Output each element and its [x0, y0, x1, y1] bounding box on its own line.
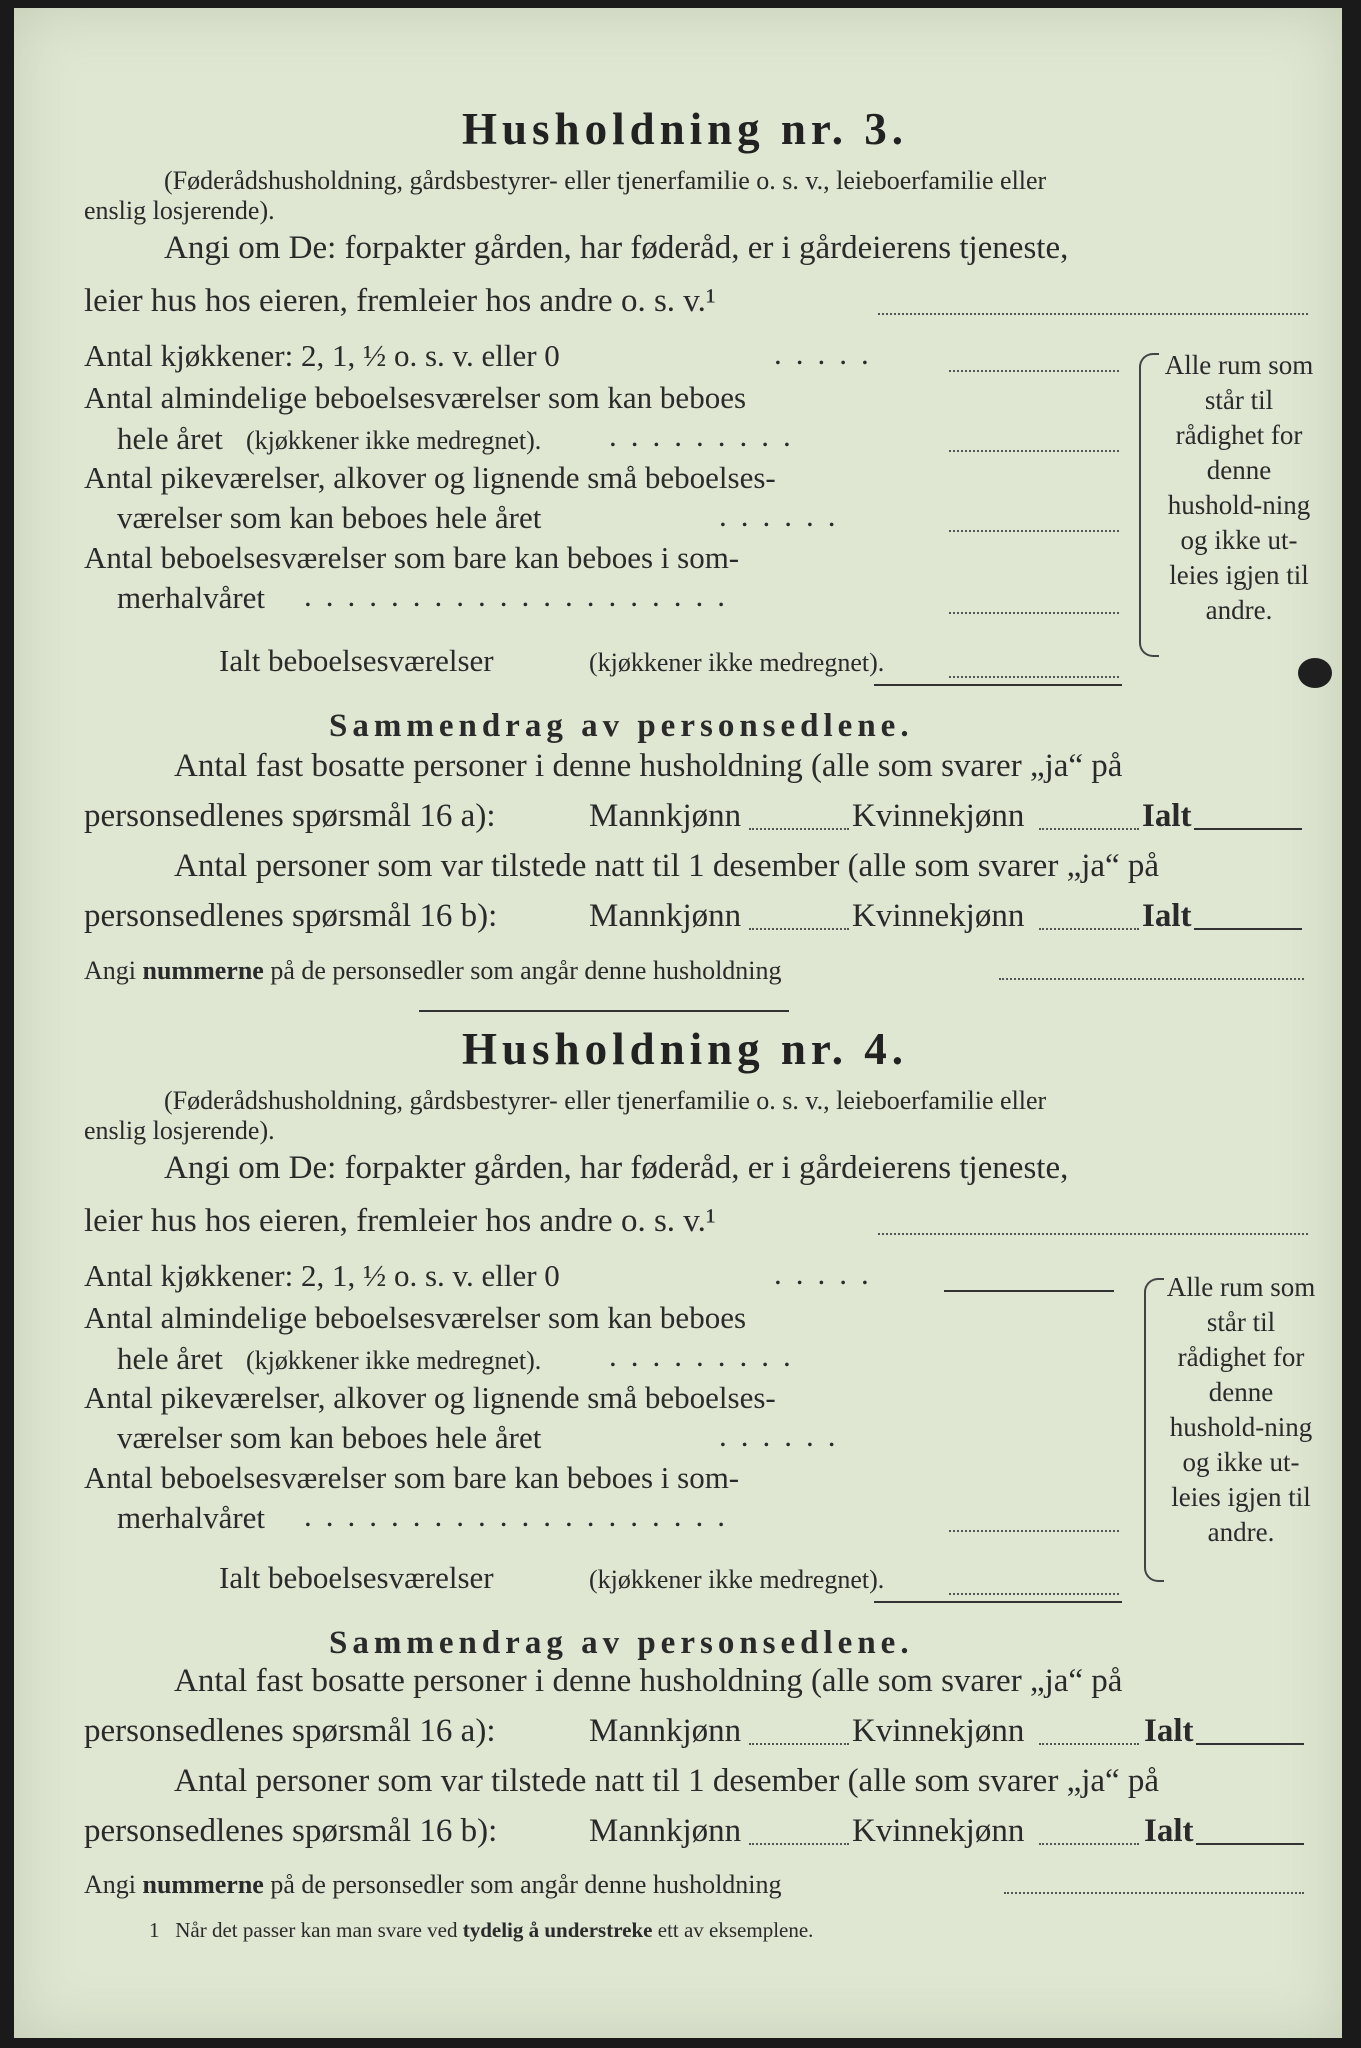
side-note: Alle rum som står til rådighet for denne hushold-ning og ikke ut-leies igjen til andre. [1164, 350, 1314, 625]
male-answer[interactable] [749, 1843, 849, 1845]
female-answer[interactable] [1039, 828, 1139, 830]
summer-rooms-label: Antal beboelsesværelser som bare kan beboes i som- [84, 540, 740, 575]
total-label: Ialt [1142, 898, 1192, 934]
male-label: Mannkjønn [589, 1713, 742, 1749]
total-answer[interactable] [1194, 828, 1302, 830]
total-answer[interactable] [1196, 1843, 1304, 1845]
household-title: Husholdning nr. 3. [462, 104, 909, 154]
slip-numbers-label: Angi nummerne på de personsedler som angår denne husholdning [84, 956, 782, 985]
occupancy-question: Angi om De: forpakter gården, har føderåd, er i gårdeierens tjeneste, [164, 230, 1069, 266]
occupancy-answer-line[interactable] [878, 313, 1308, 315]
census-form-page [14, 8, 1342, 2038]
present-count-label: Antal personer som var tilstede natt til 1 desember (alle som svarer „ja“ på [174, 848, 1160, 884]
household-intro: (Føderådshusholdning, gårdsbestyrer- eller tjenerfamilie o. s. v., leieboerfamilie eller [164, 166, 1047, 195]
maid-rooms-label-cont: værelser som kan beboes hele året [117, 500, 542, 535]
summer-rooms-label-cont: merhalvåret [117, 580, 266, 615]
footnote: 1 Når det passer kan man svare ved tydelig å understreke ett av eksemplene. [149, 1918, 814, 1942]
leader-dots: ..... [774, 1256, 883, 1291]
leader-dots: ......... [609, 418, 805, 453]
summary-heading: Sammendrag av personsedlene. [329, 708, 914, 744]
occupancy-answer-line[interactable] [878, 1233, 1308, 1235]
leader-dots: ...... [719, 1418, 850, 1453]
total-underline [874, 1601, 1122, 1603]
occupancy-question: Angi om De: forpakter gården, har føderåd, er i gårdeierens tjeneste, [164, 1150, 1069, 1186]
resident-count-label-cont: personsedlenes spørsmål 16 a): [84, 798, 496, 834]
resident-count-label: Antal fast bosatte personer i denne husholdning (alle som svarer „ja“ på [174, 1663, 1123, 1699]
section-divider [419, 1010, 789, 1012]
male-answer[interactable] [749, 1743, 849, 1745]
kitchens-label: Antal kjøkkener: 2, 1, ½ o. s. v. eller 0 [84, 1258, 560, 1293]
female-answer[interactable] [1039, 1843, 1139, 1845]
present-count-label-cont: personsedlenes spørsmål 16 b): [84, 1813, 498, 1849]
kitchens-answer[interactable] [949, 370, 1119, 372]
household-intro-cont: enslig losjerende). [84, 196, 275, 225]
maid-rooms-label: Antal pikeværelser, alkover og lignende små beboelses- [84, 460, 776, 495]
total-answer[interactable] [1194, 928, 1302, 930]
slip-numbers-answer[interactable] [999, 978, 1304, 980]
maid-rooms-label: Antal pikeværelser, alkover og lignende små beboelses- [84, 1380, 776, 1415]
female-answer[interactable] [1039, 928, 1139, 930]
occupancy-question-cont: leier hus hos eieren, fremleier hos andre o. s. v.¹ [84, 1203, 716, 1239]
summer-rooms-answer[interactable] [949, 612, 1119, 614]
ordinary-rooms-label-cont: hele året [117, 421, 223, 456]
total-answer[interactable] [1196, 1743, 1304, 1745]
kitchens-answer[interactable] [944, 1290, 1114, 1292]
side-brace [1144, 1278, 1164, 1582]
present-count-label-cont: personsedlenes spørsmål 16 b): [84, 898, 498, 934]
total-underline [874, 684, 1122, 686]
female-label: Kvinnekjønn [852, 898, 1025, 934]
female-label: Kvinnekjønn [852, 1813, 1025, 1849]
male-answer[interactable] [749, 828, 849, 830]
summer-rooms-label-cont: merhalvåret [117, 1500, 266, 1535]
maid-rooms-answer[interactable] [949, 530, 1119, 532]
total-label: Ialt [1142, 798, 1192, 834]
total-label: Ialt [1144, 1813, 1194, 1849]
resident-count-label: Antal fast bosatte personer i denne husholdning (alle som svarer „ja“ på [174, 748, 1123, 784]
maid-rooms-label-cont: værelser som kan beboes hele året [117, 1420, 542, 1455]
total-label: Ialt [1144, 1713, 1194, 1749]
side-note: Alle rum som står til rådighet for denne hushold-ning og ikke ut-leies igjen til andre. [1166, 1272, 1316, 1547]
leader-dots: .................... [304, 578, 739, 613]
summary-heading: Sammendrag av personsedlene. [329, 1625, 914, 1661]
household-title: Husholdning nr. 4. [462, 1024, 909, 1074]
male-label: Mannkjønn [589, 798, 742, 834]
male-label: Mannkjønn [589, 1813, 742, 1849]
present-count-label: Antal personer som var tilstede natt til 1 desember (alle som svarer „ja“ på [174, 1763, 1160, 1799]
side-brace [1139, 353, 1159, 657]
total-rooms-note: (kjøkkener ikke medregnet). [589, 1565, 885, 1594]
female-label: Kvinnekjønn [852, 798, 1025, 834]
slip-numbers-answer[interactable] [1004, 1892, 1304, 1894]
leader-dots: ..... [774, 336, 883, 371]
male-answer[interactable] [749, 928, 849, 930]
total-rooms-answer[interactable] [949, 676, 1119, 678]
resident-count-label-cont: personsedlenes spørsmål 16 a): [84, 1713, 496, 1749]
summer-rooms-answer[interactable] [949, 1530, 1119, 1532]
total-rooms-label: Ialt beboelsesværelser [219, 1560, 494, 1595]
ordinary-rooms-label-cont: hele året [117, 1341, 223, 1376]
occupancy-question-cont: leier hus hos eieren, fremleier hos andre o. s. v.¹ [84, 283, 716, 319]
male-label: Mannkjønn [589, 898, 742, 934]
summer-rooms-label: Antal beboelsesværelser som bare kan beboes i som- [84, 1460, 740, 1495]
female-label: Kvinnekjønn [852, 1713, 1025, 1749]
ordinary-rooms-label: Antal almindelige beboelsesværelser som kan beboes [84, 1300, 747, 1335]
ordinary-rooms-answer[interactable] [949, 450, 1119, 452]
ordinary-rooms-note: (kjøkkener ikke medregnet). [246, 1346, 542, 1375]
total-rooms-answer[interactable] [949, 1593, 1119, 1595]
total-rooms-note: (kjøkkener ikke medregnet). [589, 648, 885, 677]
leader-dots: ......... [609, 1338, 805, 1373]
total-rooms-label: Ialt beboelsesværelser [219, 643, 494, 678]
household-intro-cont: enslig losjerende). [84, 1116, 275, 1145]
leader-dots: .................... [304, 1498, 739, 1533]
ink-blot [1298, 658, 1332, 688]
leader-dots: ...... [719, 498, 850, 533]
kitchens-label: Antal kjøkkener: 2, 1, ½ o. s. v. eller 0 [84, 338, 560, 373]
slip-numbers-label: Angi nummerne på de personsedler som angår denne husholdning [84, 1870, 782, 1899]
female-answer[interactable] [1039, 1743, 1139, 1745]
ordinary-rooms-label: Antal almindelige beboelsesværelser som kan beboes [84, 380, 747, 415]
ordinary-rooms-note: (kjøkkener ikke medregnet). [246, 426, 542, 455]
household-intro: (Føderådshusholdning, gårdsbestyrer- eller tjenerfamilie o. s. v., leieboerfamilie eller [164, 1086, 1047, 1115]
